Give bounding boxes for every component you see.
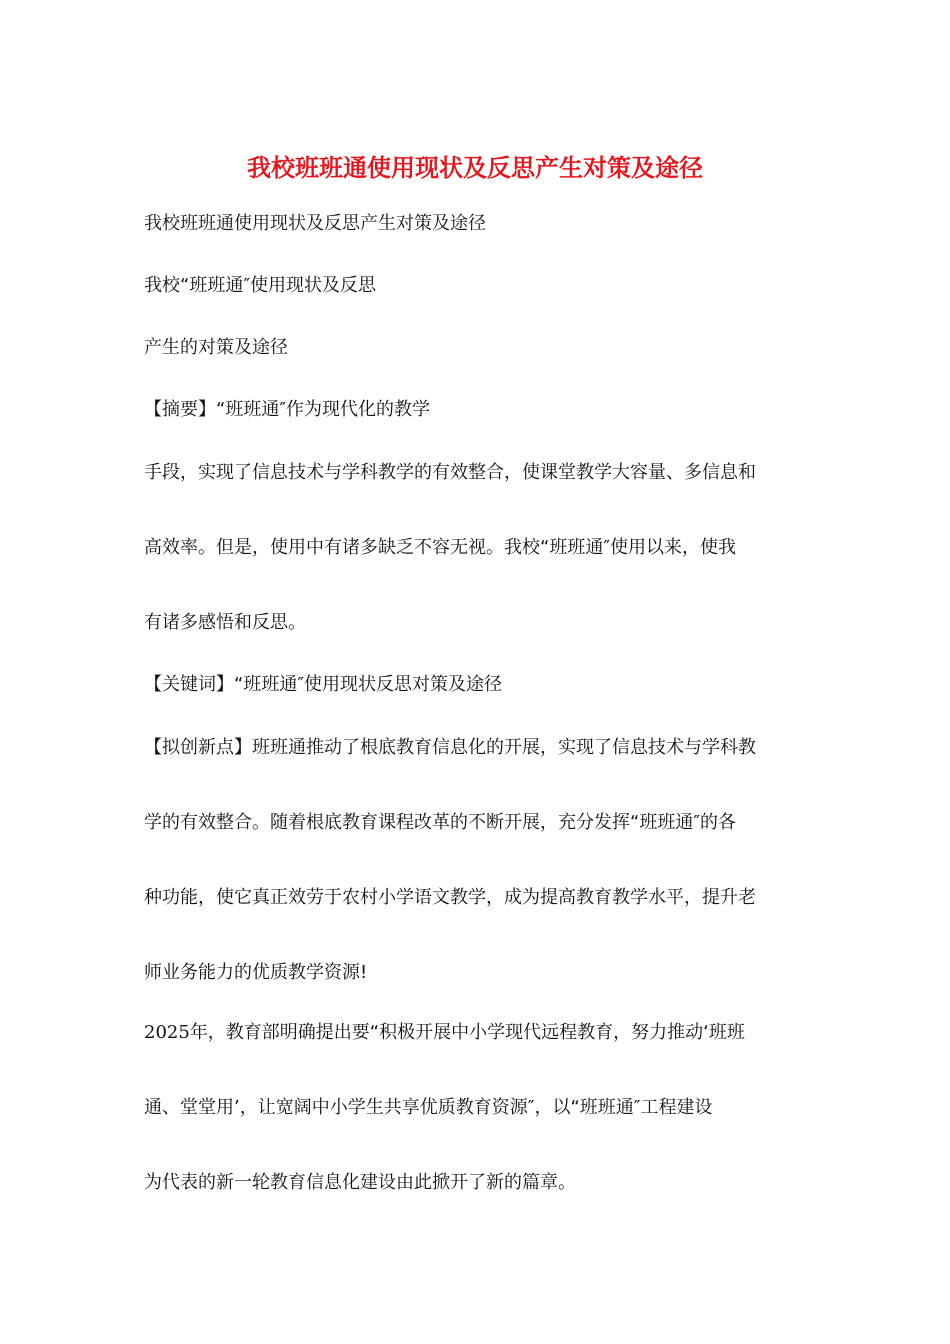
- text-line: 高效率。但是，使用中有诸多缺乏不容无视。我校“班班通″使用以来，使我: [144, 537, 737, 558]
- year-number: 2025: [144, 1022, 190, 1043]
- paragraph-policy: [144, 1018, 814, 1243]
- paragraph-subtitle: 我校班班通使用现状及反思产生对策及途径: [144, 213, 486, 234]
- paragraph-heading-status: 我校“班班通″使用现状及反思: [144, 275, 377, 296]
- paragraph-heading-strategies: 产生的对策及途径: [144, 337, 288, 358]
- text-line: 为代表的新一轮教育信息化建设由此掀开了新的篇章。: [144, 1172, 576, 1193]
- text-line: 学的有效整合。随着根底教育课程改革的不断开展，充分发挥“班班通″的各: [144, 812, 737, 833]
- text-line: 种功能，使它真正效劳于农村小学语文教学，成为提高教育教学水平，提升老: [144, 887, 756, 908]
- text-line: [144, 1018, 814, 1093]
- paragraph-abstract-body: [144, 458, 814, 683]
- document-title: 我校班班通使用现状及反思产生对策及途径: [247, 153, 703, 182]
- paragraph-keywords: 【关键词】“班班通″使用现状反思对策及途径: [144, 674, 503, 695]
- paragraph-abstract-intro: 【摘要】“班班通″作为现代化的教学: [144, 399, 431, 420]
- text-segment: 年，教育部明确提出要“积极开展中小学现代远程教育，努力推动‘班班: [189, 1022, 745, 1043]
- text-line: 【拟创新点】班班通推动了根底教育信息化的开展，实现了信息技术与学科教: [144, 737, 756, 758]
- text-line: 有诸多感悟和反思。: [144, 612, 306, 633]
- paragraph-innovation: [144, 733, 814, 1033]
- text-line: 通、堂堂用’，让宽阔中小学生共享优质教育资源″，以“班班通″工程建设: [144, 1097, 713, 1118]
- text-line: 手段，实现了信息技术与学科教学的有效整合，使课堂教学大容量、多信息和: [144, 462, 756, 483]
- text-line: 师业务能力的优质教学资源!: [144, 962, 368, 983]
